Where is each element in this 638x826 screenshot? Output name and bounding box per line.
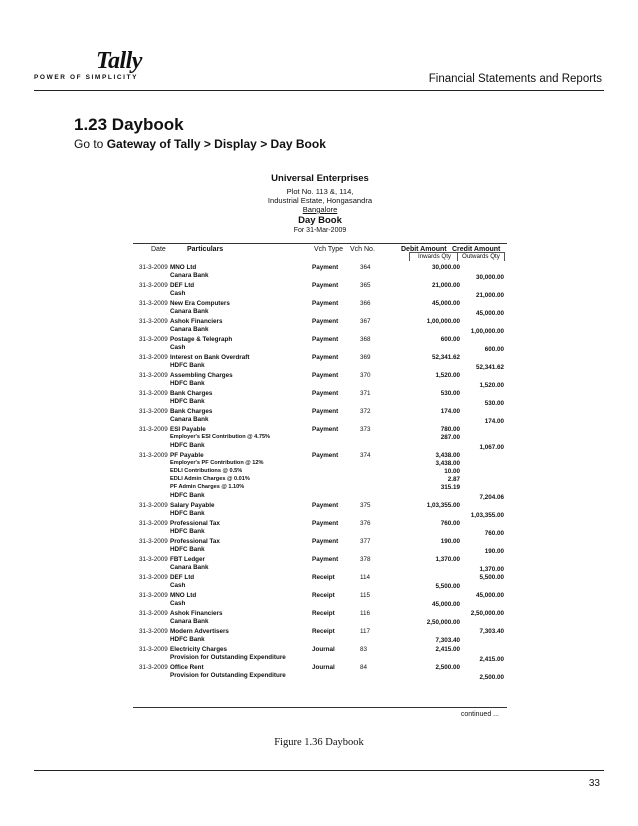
entry-date: 31-3-2009: [139, 300, 168, 307]
entry-debit-amount: 7,303.40: [435, 637, 460, 644]
entry-contra-ledger: Cash: [170, 344, 186, 351]
col-vch-type: Vch Type: [314, 246, 344, 253]
entry-vch-type: Journal: [312, 664, 335, 671]
section-nav-instruction: [74, 137, 326, 151]
table-row: [133, 425, 507, 451]
entry-vch-no: 115: [360, 592, 371, 599]
entry-credit-amount: 760.00: [484, 530, 504, 537]
entry-sub-ledger: EDLI Contributions @ 0.5%: [170, 468, 243, 474]
entry-contra-ledger: Canara Bank: [170, 272, 209, 279]
entry-vch-no: 372: [360, 408, 371, 415]
table-row: [133, 663, 507, 681]
entry-contra-ledger: Provision for Outstanding Expenditure: [170, 672, 286, 679]
entry-credit-amount: 190.00: [484, 548, 504, 555]
entry-debit-amount: 2,50,000.00: [426, 619, 460, 626]
company-address-line1: Plot No. 113 &, 114,: [286, 187, 354, 196]
entry-credit-amount: 7,204.06: [479, 494, 504, 501]
tally-logo: [34, 48, 144, 84]
table-row: [133, 591, 507, 609]
entry-debit-amount: 174.00: [440, 408, 460, 415]
logo-tagline: POWER OF SIMPLICITY: [34, 74, 139, 81]
entry-date: 31-3-2009: [139, 372, 168, 379]
entry-particulars: MNO Ltd: [170, 592, 197, 599]
entry-debit-amount: 600.00: [440, 336, 460, 343]
entry-contra-ledger: Canara Bank: [170, 416, 209, 423]
entry-credit-amount: 530.00: [484, 400, 504, 407]
entry-date: 31-3-2009: [139, 538, 168, 545]
entry-particulars: Postage & Telegraph: [170, 336, 233, 343]
report-title: Day Book: [298, 215, 342, 226]
entry-vch-type: Payment: [312, 408, 339, 415]
entries-list: [133, 263, 507, 681]
entry-vch-type: Payment: [312, 282, 339, 289]
company-name: Universal Enterprises: [271, 173, 369, 184]
entry-vch-no: 367: [360, 318, 371, 325]
entry-particulars: Salary Payable: [170, 502, 215, 509]
entry-debit-amount: 760.00: [440, 520, 460, 527]
table-row: [133, 389, 507, 407]
entry-credit-amount: 30,000.00: [475, 274, 504, 281]
table-row: [133, 573, 507, 591]
entry-vch-type: Journal: [312, 646, 335, 653]
entry-particulars: PF Payable: [170, 452, 204, 459]
entry-particulars: Office Rent: [170, 664, 204, 671]
entry-sub-amount: 10.00: [444, 468, 460, 475]
running-title: Financial Statements and Reports: [428, 73, 602, 85]
table-row: [133, 645, 507, 663]
entry-credit-amount: 2,415.00: [479, 656, 504, 663]
entry-particulars: DEF Ltd: [170, 282, 195, 289]
entry-vch-no: 365: [360, 282, 371, 289]
entry-debit-amount: 1,00,000.00: [426, 318, 460, 325]
entry-vch-no: 369: [360, 354, 371, 361]
entry-vch-type: Payment: [312, 372, 339, 379]
entry-date: 31-3-2009: [139, 574, 168, 581]
entry-debit-amount: 21,000.00: [431, 282, 460, 289]
entry-contra-ledger: Canara Bank: [170, 308, 209, 315]
entry-vch-no: 366: [360, 300, 371, 307]
entry-date: 31-3-2009: [139, 610, 168, 617]
entry-contra-ledger: HDFC Bank: [170, 362, 205, 369]
report-bottom-rule: [133, 707, 507, 708]
entry-particulars: Professional Tax: [170, 538, 220, 545]
logo-text: Tally: [96, 48, 142, 74]
nav-path: Gateway of Tally > Display > Day Book: [106, 137, 326, 151]
entry-particulars: New Era Computers: [170, 300, 230, 307]
entry-vch-type: Receipt: [312, 592, 335, 599]
entry-vch-no: 377: [360, 538, 371, 545]
entry-particulars: DEF Ltd: [170, 574, 195, 581]
entry-vch-no: 364: [360, 264, 371, 271]
entry-vch-type: Receipt: [312, 610, 335, 617]
entry-vch-type: Payment: [312, 390, 339, 397]
entry-debit-amount: 1,520.00: [435, 372, 460, 379]
table-row: [133, 537, 507, 555]
entry-contra-ledger: Canara Bank: [170, 618, 209, 625]
entry-vch-type: Receipt: [312, 574, 335, 581]
entry-date: 31-3-2009: [139, 264, 168, 271]
col-vch-no: Vch No.: [350, 246, 375, 253]
entry-vch-no: 83: [360, 646, 368, 653]
col-inwards: Inwards Qty: [418, 253, 452, 260]
entry-vch-type: Payment: [312, 556, 339, 563]
entry-debit-amount: 530.00: [440, 390, 460, 397]
entry-contra-ledger: HDFC Bank: [170, 510, 205, 517]
col-outwards: Outwards Qty: [462, 253, 500, 260]
figure-caption: Figure 1.36 Daybook: [274, 737, 364, 748]
entry-credit-amount: 45,000.00: [475, 310, 504, 317]
footer-divider: [34, 770, 604, 771]
entry-vch-type: Payment: [312, 538, 339, 545]
entry-vch-type: Receipt: [312, 628, 335, 635]
table-row: [133, 335, 507, 353]
entry-contra-ledger: HDFC Bank: [170, 442, 205, 449]
nav-prefix: Go to: [74, 137, 107, 151]
entry-credit-amount: 1,03,355.00: [470, 512, 504, 519]
daybook-report: [133, 170, 507, 725]
entry-sub-amount: 315.19: [440, 484, 460, 491]
company-address-line2: Industrial Estate, Hongasandra: [267, 196, 373, 205]
entry-vch-no: 370: [360, 372, 371, 379]
entry-date: 31-3-2009: [139, 646, 168, 653]
entry-debit-amount: 2,415.00: [435, 646, 460, 653]
table-row: [133, 627, 507, 645]
table-row: [133, 299, 507, 317]
entry-particulars: Professional Tax: [170, 520, 220, 527]
page-number: 33: [588, 778, 600, 789]
entry-particulars: Bank Charges: [170, 408, 213, 415]
entry-contra-ledger: Canara Bank: [170, 326, 209, 333]
entry-date: 31-3-2009: [139, 336, 168, 343]
entry-date: 31-3-2009: [139, 664, 168, 671]
entry-vch-type: Payment: [312, 520, 339, 527]
table-row: [133, 371, 507, 389]
entry-credit-amount: 7,303.40: [479, 628, 504, 635]
entry-particulars: Bank Charges: [170, 390, 213, 397]
entry-particulars: Assembling Charges: [170, 372, 233, 379]
entry-sub-amount: 3,438.00: [435, 460, 460, 467]
entry-debit-amount: 52,341.62: [431, 354, 460, 361]
entry-sub-amount: 2.87: [447, 476, 460, 483]
entry-contra-ledger: HDFC Bank: [170, 636, 205, 643]
entry-credit-amount: 45,000.00: [475, 592, 504, 599]
entry-contra-ledger: Cash: [170, 600, 186, 607]
table-row: [133, 501, 507, 519]
table-row: [133, 555, 507, 573]
entry-vch-no: 114: [360, 574, 371, 581]
table-row: [133, 519, 507, 537]
entry-contra-ledger: Canara Bank: [170, 564, 209, 571]
table-row: [133, 609, 507, 627]
col-particulars: Particulars: [187, 246, 224, 253]
entry-credit-amount: 5,500.00: [479, 574, 504, 581]
entry-debit-amount: 1,03,355.00: [426, 502, 460, 509]
entry-particulars: Ashok Financiers: [170, 318, 223, 325]
entry-contra-ledger: HDFC Bank: [170, 528, 205, 535]
col-date: Date: [151, 246, 166, 253]
entry-credit-amount: 1,370.00: [479, 566, 504, 573]
entry-vch-type: Payment: [312, 336, 339, 343]
entry-contra-ledger: Cash: [170, 290, 186, 297]
table-row: [133, 263, 507, 281]
entry-vch-no: 375: [360, 502, 371, 509]
entry-vch-type: Payment: [312, 354, 339, 361]
entry-particulars: Interest on Bank Overdraft: [170, 354, 250, 361]
entry-credit-amount: 2,50,000.00: [470, 610, 504, 617]
entry-contra-ledger: HDFC Bank: [170, 380, 205, 387]
entry-particulars: Modern Advertisers: [170, 628, 229, 635]
entry-date: 31-3-2009: [139, 452, 168, 459]
entry-sub-ledger: PF Admin Charges @ 1.10%: [170, 484, 245, 490]
entry-contra-ledger: HDFC Bank: [170, 492, 205, 499]
entry-date: 31-3-2009: [139, 318, 168, 325]
entry-credit-amount: 1,00,000.00: [470, 328, 504, 335]
entry-vch-no: 378: [360, 556, 371, 563]
entry-particulars: FBT Ledger: [170, 556, 205, 563]
entry-particulars: MNO Ltd: [170, 264, 197, 271]
entry-sub-ledger: Employer's PF Contribution @ 12%: [170, 460, 264, 466]
entry-credit-amount: 2,500.00: [479, 674, 504, 681]
entry-date: 31-3-2009: [139, 390, 168, 397]
entry-debit-amount: 780.00: [440, 426, 460, 433]
entry-vch-no: 116: [360, 610, 371, 617]
entry-vch-type: Payment: [312, 426, 339, 433]
entry-date: 31-3-2009: [139, 282, 168, 289]
entry-contra-ledger: Cash: [170, 582, 186, 589]
entry-debit-amount: 3,438.00: [435, 452, 460, 459]
entry-debit-amount: 45,000.00: [431, 300, 460, 307]
entry-vch-type: Payment: [312, 264, 339, 271]
entry-date: 31-3-2009: [139, 502, 168, 509]
entry-credit-amount: 174.00: [484, 418, 504, 425]
entry-debit-amount: 2,500.00: [435, 664, 460, 671]
table-row: [133, 353, 507, 371]
entry-debit-amount: 190.00: [440, 538, 460, 545]
entry-date: 31-3-2009: [139, 556, 168, 563]
entry-date: 31-3-2009: [139, 592, 168, 599]
entry-date: 31-3-2009: [139, 408, 168, 415]
table-row: [133, 451, 507, 501]
report-period: For 31-Mar-2009: [293, 227, 347, 234]
entry-particulars: Ashok Financiers: [170, 610, 223, 617]
entry-vch-no: 373: [360, 426, 371, 433]
entry-particulars: Electricity Charges: [170, 646, 228, 653]
continued-label: continued ...: [460, 711, 499, 718]
table-row: [133, 407, 507, 425]
entry-particulars: ESI Payable: [170, 426, 206, 433]
section-title: 1.23 Daybook: [74, 115, 184, 134]
col-credit: Credit Amount: [452, 246, 501, 253]
entry-sub-ledger: EDLI Admin Charges @ 0.01%: [170, 476, 250, 482]
entry-contra-ledger: HDFC Bank: [170, 398, 205, 405]
entry-vch-no: 376: [360, 520, 371, 527]
entry-debit-amount: 30,000.00: [431, 264, 460, 271]
entry-credit-amount: 1,520.00: [479, 382, 504, 389]
entry-credit-amount: 52,341.62: [475, 364, 504, 371]
col-debit: Debit Amount: [401, 246, 447, 253]
entry-vch-no: 374: [360, 452, 371, 459]
entry-credit-amount: 1,067.00: [479, 444, 504, 451]
entry-vch-type: Payment: [312, 502, 339, 509]
entry-date: 31-3-2009: [139, 628, 168, 635]
entry-contra-ledger: Provision for Outstanding Expenditure: [170, 654, 286, 661]
header-divider: [34, 90, 604, 91]
entry-date: 31-3-2009: [139, 520, 168, 527]
entry-debit-amount: 1,370.00: [435, 556, 460, 563]
entry-date: 31-3-2009: [139, 426, 168, 433]
entry-vch-no: 84: [360, 664, 368, 671]
entry-credit-amount: 21,000.00: [475, 292, 504, 299]
entry-date: 31-3-2009: [139, 354, 168, 361]
entry-vch-no: 117: [360, 628, 371, 635]
table-row: [133, 317, 507, 335]
table-row: [133, 281, 507, 299]
entry-vch-type: Payment: [312, 452, 339, 459]
entry-debit-amount: 45,000.00: [431, 601, 460, 608]
entry-vch-type: Payment: [312, 300, 339, 307]
entry-contra-ledger: HDFC Bank: [170, 546, 205, 553]
entry-debit-amount: 5,500.00: [435, 583, 460, 590]
entry-sub-amount: 287.00: [440, 434, 460, 441]
column-subheader: [133, 252, 507, 261]
entry-vch-no: 371: [360, 390, 371, 397]
entry-credit-amount: 600.00: [484, 346, 504, 353]
entry-vch-type: Payment: [312, 318, 339, 325]
entry-vch-no: 368: [360, 336, 371, 343]
entry-sub-ledger: Employer's ESI Contribution @ 4.75%: [170, 434, 271, 440]
company-address-line3: Bangalore: [302, 205, 338, 214]
